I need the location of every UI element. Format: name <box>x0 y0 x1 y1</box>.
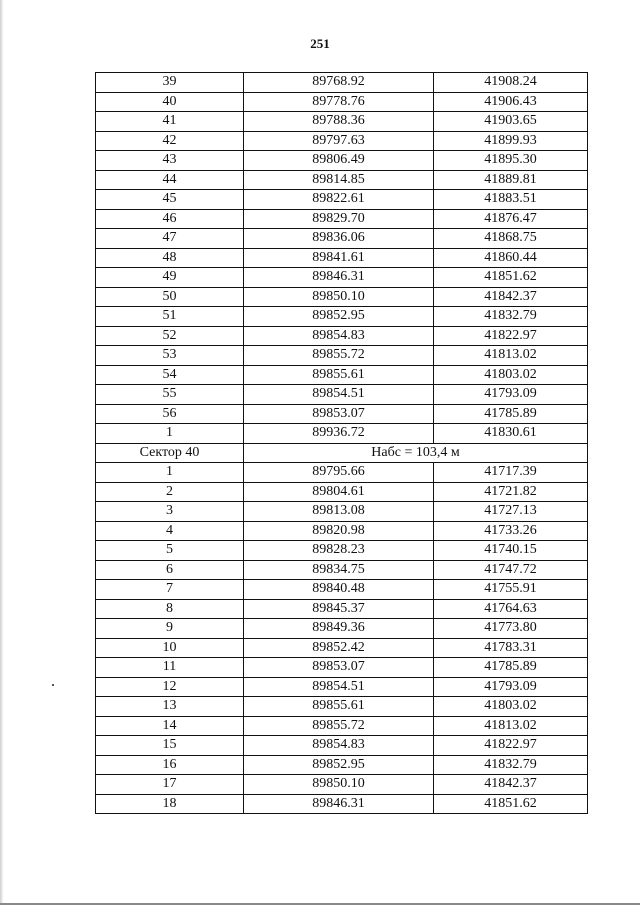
x-coordinate: 89854.51 <box>244 385 434 405</box>
table-row <box>96 346 588 366</box>
x-coordinate: 89852.95 <box>244 755 434 775</box>
x-coordinate: 89846.31 <box>244 794 434 814</box>
point-number: 51 <box>96 307 244 327</box>
coordinates-rows-sector-40 <box>96 463 588 814</box>
x-coordinate: 89852.95 <box>244 307 434 327</box>
y-coordinate: 41740.15 <box>434 541 588 561</box>
sector-label: Сектор 40 <box>96 443 244 463</box>
x-coordinate: 89845.37 <box>244 599 434 619</box>
y-coordinate: 41785.89 <box>434 658 588 678</box>
table-row <box>96 73 588 93</box>
point-number: 56 <box>96 404 244 424</box>
y-coordinate: 41860.44 <box>434 248 588 268</box>
table-row <box>96 131 588 151</box>
point-number: 54 <box>96 365 244 385</box>
table-row <box>96 599 588 619</box>
table-row <box>96 502 588 522</box>
table-row <box>96 112 588 132</box>
point-number: 55 <box>96 385 244 405</box>
page-number: 251 <box>310 36 330 51</box>
table-row <box>96 92 588 112</box>
y-coordinate: 41783.31 <box>434 638 588 658</box>
x-coordinate: 89788.36 <box>244 112 434 132</box>
y-coordinate: 41764.63 <box>434 599 588 619</box>
point-number: 41 <box>96 112 244 132</box>
y-coordinate: 41822.97 <box>434 736 588 756</box>
x-coordinate: 89822.61 <box>244 190 434 210</box>
x-coordinate: 89806.49 <box>244 151 434 171</box>
x-coordinate: 89849.36 <box>244 619 434 639</box>
y-coordinate: 41773.80 <box>434 619 588 639</box>
scan-edge-left <box>0 0 3 905</box>
point-number: 45 <box>96 190 244 210</box>
y-coordinate: 41822.97 <box>434 326 588 346</box>
y-coordinate: 41727.13 <box>434 502 588 522</box>
point-number: 12 <box>96 677 244 697</box>
table-row <box>96 775 588 795</box>
y-coordinate: 41793.09 <box>434 677 588 697</box>
point-number: 46 <box>96 209 244 229</box>
point-number: 43 <box>96 151 244 171</box>
x-coordinate: 89797.63 <box>244 131 434 151</box>
table-row <box>96 736 588 756</box>
y-coordinate: 41813.02 <box>434 716 588 736</box>
point-number: 39 <box>96 73 244 93</box>
table-row <box>96 190 588 210</box>
x-coordinate: 89854.51 <box>244 677 434 697</box>
table-row <box>96 521 588 541</box>
table-row <box>96 170 588 190</box>
table-row <box>96 307 588 327</box>
y-coordinate: 41813.02 <box>434 346 588 366</box>
x-coordinate: 89820.98 <box>244 521 434 541</box>
coordinates-rows-sector-prev <box>96 73 588 444</box>
x-coordinate: 89850.10 <box>244 775 434 795</box>
point-number: 16 <box>96 755 244 775</box>
y-coordinate: 41883.51 <box>434 190 588 210</box>
x-coordinate: 89852.42 <box>244 638 434 658</box>
sector-height: Набс = 103,4 м <box>244 443 588 463</box>
y-coordinate: 41803.02 <box>434 697 588 717</box>
table-row <box>96 658 588 678</box>
y-coordinate: 41733.26 <box>434 521 588 541</box>
table-row <box>96 404 588 424</box>
table-row <box>96 365 588 385</box>
x-coordinate: 89841.61 <box>244 248 434 268</box>
point-number: 53 <box>96 346 244 366</box>
x-coordinate: 89813.08 <box>244 502 434 522</box>
y-coordinate: 41851.62 <box>434 268 588 288</box>
y-coordinate: 41842.37 <box>434 775 588 795</box>
x-coordinate: 89855.72 <box>244 716 434 736</box>
table-row <box>96 287 588 307</box>
point-number: 3 <box>96 502 244 522</box>
point-number: 1 <box>96 424 244 444</box>
point-number: 11 <box>96 658 244 678</box>
table-row <box>96 794 588 814</box>
point-number: 48 <box>96 248 244 268</box>
y-coordinate: 41793.09 <box>434 385 588 405</box>
point-number: 4 <box>96 521 244 541</box>
point-number: 9 <box>96 619 244 639</box>
point-number: 49 <box>96 268 244 288</box>
y-coordinate: 41851.62 <box>434 794 588 814</box>
point-number: 17 <box>96 775 244 795</box>
point-number: 5 <box>96 541 244 561</box>
x-coordinate: 89840.48 <box>244 580 434 600</box>
x-coordinate: 89854.83 <box>244 326 434 346</box>
point-number: 10 <box>96 638 244 658</box>
x-coordinate: 89854.83 <box>244 736 434 756</box>
table-row <box>96 697 588 717</box>
y-coordinate: 41842.37 <box>434 287 588 307</box>
scan-speck <box>52 684 54 686</box>
x-coordinate: 89855.61 <box>244 365 434 385</box>
y-coordinate: 41906.43 <box>434 92 588 112</box>
y-coordinate: 41899.93 <box>434 131 588 151</box>
point-number: 52 <box>96 326 244 346</box>
point-number: 14 <box>96 716 244 736</box>
table-row <box>96 268 588 288</box>
y-coordinate: 41876.47 <box>434 209 588 229</box>
y-coordinate: 41755.91 <box>434 580 588 600</box>
point-number: 1 <box>96 463 244 483</box>
x-coordinate: 89814.85 <box>244 170 434 190</box>
point-number: 50 <box>96 287 244 307</box>
table-row <box>96 560 588 580</box>
table-row <box>96 580 588 600</box>
y-coordinate: 41747.72 <box>434 560 588 580</box>
x-coordinate: 89853.07 <box>244 658 434 678</box>
point-number: 18 <box>96 794 244 814</box>
point-number: 44 <box>96 170 244 190</box>
point-number: 15 <box>96 736 244 756</box>
point-number: 47 <box>96 229 244 249</box>
table-row <box>96 541 588 561</box>
y-coordinate: 41803.02 <box>434 365 588 385</box>
point-number: 6 <box>96 560 244 580</box>
x-coordinate: 89828.23 <box>244 541 434 561</box>
table-row <box>96 385 588 405</box>
y-coordinate: 41889.81 <box>434 170 588 190</box>
point-number: 40 <box>96 92 244 112</box>
table-row <box>96 755 588 775</box>
table-row <box>96 638 588 658</box>
x-coordinate: 89829.70 <box>244 209 434 229</box>
y-coordinate: 41908.24 <box>434 73 588 93</box>
y-coordinate: 41832.79 <box>434 307 588 327</box>
table-row <box>96 209 588 229</box>
y-coordinate: 41721.82 <box>434 482 588 502</box>
x-coordinate: 89795.66 <box>244 463 434 483</box>
table-row <box>96 463 588 483</box>
table-row <box>96 716 588 736</box>
point-number: 8 <box>96 599 244 619</box>
sector-header <box>96 443 588 463</box>
y-coordinate: 41895.30 <box>434 151 588 171</box>
y-coordinate: 41868.75 <box>434 229 588 249</box>
x-coordinate: 89768.92 <box>244 73 434 93</box>
sector-header-row <box>96 443 588 463</box>
y-coordinate: 41903.65 <box>434 112 588 132</box>
y-coordinate: 41830.61 <box>434 424 588 444</box>
point-number: 13 <box>96 697 244 717</box>
x-coordinate: 89853.07 <box>244 404 434 424</box>
x-coordinate: 89846.31 <box>244 268 434 288</box>
table-row <box>96 619 588 639</box>
table-row <box>96 151 588 171</box>
x-coordinate: 89936.72 <box>244 424 434 444</box>
y-coordinate: 41832.79 <box>434 755 588 775</box>
x-coordinate: 89850.10 <box>244 287 434 307</box>
table-row <box>96 424 588 444</box>
x-coordinate: 89855.72 <box>244 346 434 366</box>
table-row <box>96 248 588 268</box>
x-coordinate: 89804.61 <box>244 482 434 502</box>
point-number: 7 <box>96 580 244 600</box>
point-number: 2 <box>96 482 244 502</box>
point-number: 42 <box>96 131 244 151</box>
x-coordinate: 89834.75 <box>244 560 434 580</box>
y-coordinate: 41717.39 <box>434 463 588 483</box>
coordinates-table <box>95 72 588 814</box>
table-row <box>96 482 588 502</box>
x-coordinate: 89778.76 <box>244 92 434 112</box>
table-row <box>96 326 588 346</box>
y-coordinate: 41785.89 <box>434 404 588 424</box>
table-row <box>96 229 588 249</box>
table-row <box>96 677 588 697</box>
x-coordinate: 89836.06 <box>244 229 434 249</box>
x-coordinate: 89855.61 <box>244 697 434 717</box>
